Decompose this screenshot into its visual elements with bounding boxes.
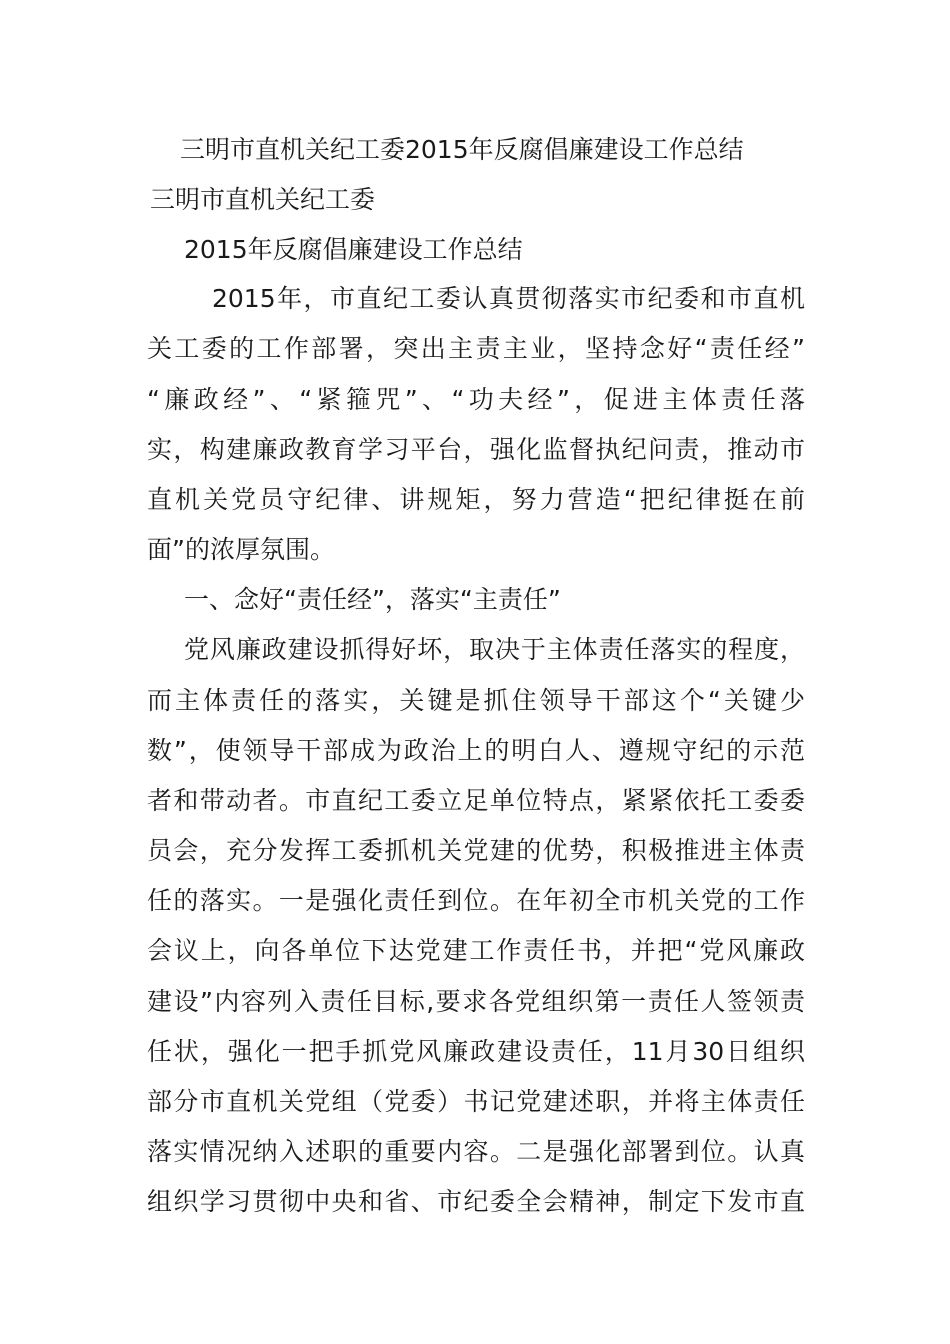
paragraph-line — [212, 283, 805, 315]
paragraph-text: 落实情况纳入述职的重要内容。二是强化部署到位。认真 — [147, 1137, 805, 1166]
paragraph-text: 任状，强化一把手抓党风廉政建设责任，11月30日组织 — [147, 1037, 806, 1066]
paragraph-line — [147, 835, 805, 867]
paragraph-text: 实，构建廉政教育学习平台，强化监督执纪问责，推动市 — [147, 435, 805, 464]
paragraph-line — [147, 935, 805, 967]
paragraph-text: 关工委的工作部署，突出主责主业，坚持念好“责任经” — [147, 334, 805, 363]
paragraph-line — [147, 1136, 805, 1168]
paragraph-line — [147, 484, 805, 516]
document-subtitle: 2015年反腐倡廉建设工作总结 — [184, 235, 523, 264]
section-heading: 一、念好“责任经”，落实“主责任” — [184, 585, 561, 614]
paragraph-text: 会议上，向各单位下达党建工作责任书，并把“党风廉政 — [147, 936, 805, 965]
paragraph-line — [147, 986, 805, 1018]
paragraph-line — [147, 735, 805, 767]
paragraph-line — [147, 333, 805, 365]
paragraph-text: 建设”内容列入责任目标,要求各党组织第一责任人签领责 — [147, 987, 805, 1016]
paragraph-line — [147, 685, 805, 717]
paragraph-text: 党风廉政建设抓得好坏，取决于主体责任落实的程度， — [184, 635, 805, 664]
paragraph-text: “廉政经”、“紧箍咒”、“功夫经”，促进主体责任落 — [147, 385, 805, 414]
paragraph-text: 组织学习贯彻中央和省、市纪委全会精神，制定下发市直 — [147, 1187, 805, 1216]
paragraph-line — [147, 1036, 805, 1068]
paragraph-text: 部分市直机关党组（党委）书记党建述职，并将主体责任 — [147, 1087, 805, 1116]
paragraph-line — [184, 634, 805, 666]
paragraph-text: 而主体责任的落实，关键是抓住领导干部这个“关键少 — [147, 686, 805, 715]
paragraph-last-line: 面”的浓厚氛围。 — [147, 535, 335, 564]
paragraph-text: 员会，充分发挥工委抓机关党建的优势，积极推进主体责 — [147, 836, 805, 865]
organization-line: 三明市直机关纪工委 — [150, 185, 376, 214]
paragraph-text: 直机关党员守纪律、讲规矩，努力营造“把纪律挺在前 — [147, 485, 805, 514]
paragraph-text: 任的落实。一是强化责任到位。在年初全市机关党的工作 — [147, 886, 805, 915]
paragraph-line — [147, 1186, 805, 1218]
paragraph-line — [147, 1086, 805, 1118]
paragraph-line — [147, 885, 805, 917]
document-header-title: 三明市直机关纪工委2015年反腐倡廉建设工作总结 — [180, 135, 744, 164]
paragraph-line — [147, 434, 805, 466]
paragraph-line — [147, 384, 805, 416]
paragraph-text: 数”，使领导干部成为政治上的明白人、遵规守纪的示范 — [147, 736, 805, 765]
paragraph-text: 2015年，市直纪工委认真贯彻落实市纪委和市直机 — [212, 284, 805, 313]
paragraph-line — [147, 785, 805, 817]
paragraph-text: 者和带动者。市直纪工委立足单位特点，紧紧依托工委委 — [147, 786, 805, 815]
